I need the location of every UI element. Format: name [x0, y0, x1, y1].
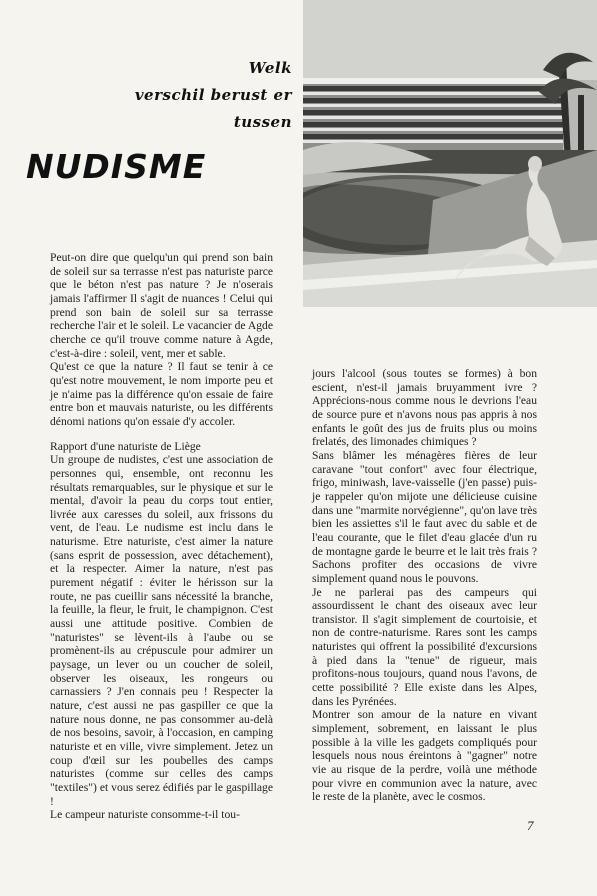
paragraph: Je ne parlerai pas des campeurs qui assourdissent le chant des oiseaux avec leur transistor. Il s'agit simplement de courtoisie, et non de contre-naturisme. Rares sont les camps naturistes qui offrent la possibilité d'excursions à pied dans la "tenue" de rigueur, mais profitons-nous toujours, quand nous l'avons, de cette possibilité ? Elle existe dans les Alpes, dans les Pyrénées. — [312, 585, 537, 708]
page-number: 7 — [527, 818, 534, 833]
paragraph: jours l'alcool (sous toutes se formes) à bon escient, n'est-il jamais bruyamment ivre ? Apprécions-nous comme nous le devrions l'eau de source pure et n'avons nous pas appris à nos enfants le goût des jus de fruits plus ou moins frelatés, des limonades chimiques ? — [312, 367, 537, 449]
paragraph: Peut-on dire que quelqu'un qui prend son bain de soleil sur sa terrasse n'est pas naturiste parce que le béton n'est pas nature ? Je n'oserais jamais l'affirmer Il s'agit de nuances ! Celui qui prend son bain de soleil sur sa terrasse recherche l'air et le soleil. Le vacancier de Agde cherche ce qu'il trouve comme nature à Agde, c'est-à-dire : soleil, vent, mer et sable. — [50, 251, 273, 360]
article-title: NUDISME — [26, 147, 207, 186]
paragraph: Sans blâmer les ménagères fières de leur caravane "tout confort" avec four électrique, frigo, miniwash, lave-vaisselle (j'en passe) puis-je rappeler qu'on mijote une délicieuse cuisine dans une "marmite norvégienne", qu'on lave très bien les assiettes s'il le faut avec du sable et de l'eau courante, que le filet d'eau glacée d'un ru de montagne garde le beurre et le lait très frais ? Sachons profiter des occasions de vivre simplement quand nous le pouvons. — [312, 448, 538, 585]
section-heading: Rapport d'une naturiste de Liège — [50, 439, 201, 453]
right-text-column — [312, 367, 537, 804]
paragraph: Un groupe de nudistes, c'est une association de personnes qui, ensemble, ont reconnu les résultats remarquables, sur le physique et sur le mental, d'avoir la peau du corps tout entier, livrée aux caresses du soleil, aux frissons du vent, de l'eau. Le nudisme est inclu dans le naturisme. Etre naturiste, c'est aimer la nature (sans esprit de possession, avec détachement), et la respecter. Aimer la nature, n'est pas purement négatif : éviter le hérisson sur la route, ne pas cueillir sans nécessité la branche, la feuille, la fleur, le fruit, le champignon. C'est aussi une attitude positive. Combien de "naturistes" se lèvent-ils à l'aube ou se promènent-ils au crépuscule pour admirer un paysage, un lever ou un coucher de soleil, observer les oiseaux, les rongeurs ou carnassiers ? J'en connais peu ! Respecter la nature, c'est aussi ne pas gaspiller ce que la nature nous donne, ne pas consommer au-delà de nos besoins, savoir, à l'occasion, en camping naturiste et en ville, vivre simplement. Jetez un coup d'œil sur les poubelles des camps naturistes (comme sur celles des camps "textiles") et vous serez édifiés par le gaspillage ! — [50, 453, 273, 808]
paragraph: Le campeur naturiste consomme-t-il tou- — [50, 808, 240, 822]
article-header — [92, 55, 292, 136]
article-subtitle-line-2: verschil berust er — [134, 86, 292, 104]
hotel-pool-nudist-photo — [303, 0, 597, 307]
article-subtitle-line-3: tussen — [233, 113, 292, 131]
article-subtitle-line-1: Welk — [248, 59, 292, 77]
left-text-column — [50, 251, 273, 822]
paragraph: Montrer son amour de la nature en vivant simplement, sobrement, en laissant le plus possible à la ville les gadgets compliqués pour lesquels nous nous éreintons à "gagner" notre vie au risque de la perdre, voilà une méthode pour vivre en communion avec la nature, avec le reste de la planète, avec le cosmos. — [312, 708, 537, 804]
paragraph: Qu'est ce que la nature ? Il faut se tenir à ce qu'est notre mouvement, le nom importe peu et je n'aime pas la différence qu'on essaie de faire entre bon et mauvais naturiste, ou les différents dénomi nations qu'on essaie d'y accoler. — [50, 360, 273, 428]
